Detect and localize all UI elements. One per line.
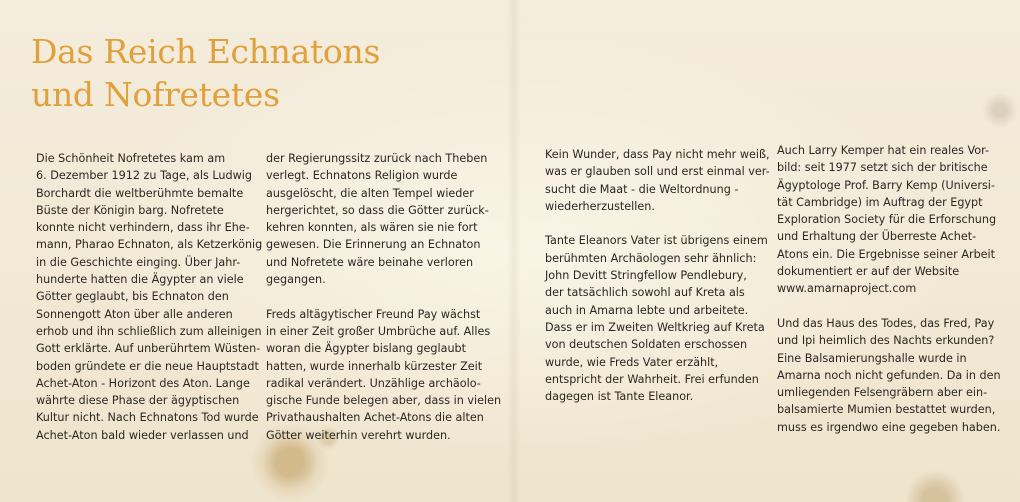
text-line: gegangen.	[266, 273, 326, 287]
text-line: Die Schönheit Nofretetes kam am	[36, 152, 226, 165]
text-column-1	[36, 150, 263, 444]
text-line: Atons ein. Die Ergebnisse seiner Arbeit	[777, 247, 996, 261]
text-line: Achet-Aton - Horizont des Aton. Lange	[36, 376, 250, 390]
text-line: verlegt. Echnatons Religion wurde	[266, 169, 458, 183]
text-line: in die Geschichte einging. Über Jahr-	[36, 255, 241, 269]
text-line: währte diese Phase der ägyptischen	[36, 394, 240, 408]
text-line: dokumentiert er auf der Website	[777, 265, 960, 279]
text-line: hunderte hatten die Ägypter an viele	[36, 273, 244, 287]
text-line: Kein Wunder, dass Pay nicht mehr weiß,	[545, 148, 770, 161]
title-line-1: Das Reich Echnatons	[31, 32, 381, 71]
text-line: John Devitt Stringfellow Pendlebury,	[545, 269, 747, 283]
text-line: gewesen. Die Erinnerung an Echnaton	[266, 238, 481, 252]
text-line: und Ipi heimlich des Nachts erkunden?	[777, 334, 995, 348]
text-line: bild: seit 1977 setzt sich der britische	[777, 161, 988, 175]
text-column-2	[266, 150, 502, 444]
paragraph	[545, 232, 768, 405]
text-line: Götter geglaubt, bis Echnaton den	[36, 290, 229, 304]
text-line: der Regierungssitz zurück nach Theben	[266, 152, 488, 165]
text-line: gische Funde belegen aber, dass in vielen	[266, 394, 502, 408]
text-line: berühmten Archäologen sehr ähnlich:	[545, 251, 757, 265]
text-line: Tante Eleanors Vater ist übrigens einem	[545, 234, 768, 248]
text-line: Dass er im Zweiten Weltkrieg auf Kreta	[545, 320, 765, 334]
text-line: balsamierte Mumien bestattet wurden,	[777, 403, 996, 417]
text-line: hergerichtet, so dass die Götter zurück-	[266, 203, 489, 217]
text-line: Achet-Aton bald wieder verlassen und	[36, 428, 249, 442]
text-line: umliegenden Felsengräbern aber ein-	[777, 386, 988, 400]
text-line: Exploration Society für die Erforschung	[777, 213, 997, 227]
text-line: mann, Pharao Echnaton, als Ketzerkönig	[36, 238, 263, 252]
text-line: wurde, wie Freds Vater erzählt,	[545, 355, 719, 369]
text-line: Kultur nicht. Nach Echnatons Tod wurde	[36, 411, 259, 425]
text-line: dagegen ist Tante Eleanor.	[545, 390, 694, 404]
text-line: Und das Haus des Todes, das Fred, Pay	[777, 316, 995, 330]
text-line: radikal verändert. Unzählige archäolo-	[266, 376, 481, 390]
text-line: und Nofretete wäre beinahe verloren	[266, 255, 474, 269]
text-line: der tatsächlich sowohl auf Kreta als	[545, 286, 745, 300]
text-line: und Erhaltung der Überreste Achet-	[777, 230, 977, 244]
text-line: Amarna noch nicht gefunden. Da in den	[777, 368, 1001, 382]
page-title	[31, 30, 380, 116]
text-line: tät Cambridge) im Auftrag der Egypt	[777, 195, 983, 209]
text-line: Ägyptologe Prof. Barry Kemp (Universi-	[777, 178, 995, 192]
text-line: entspricht der Wahrheit. Frei erfunden	[545, 372, 759, 386]
text-line: Eine Balsamierungshalle wurde in	[777, 351, 967, 365]
text-line: boden gründete er die neue Hauptstadt	[36, 359, 259, 373]
text-line: woran die Ägypter bislang geglaubt	[266, 342, 467, 356]
text-line: in einer Zeit großer Umbrüche auf. Alles	[266, 324, 491, 338]
text-line: kehren konnten, als wären sie nie fort	[266, 221, 478, 235]
text-line: sucht die Maat - die Weltordnung -	[545, 182, 739, 196]
paragraph	[545, 146, 770, 215]
text-line: erhob und ihn schließlich zum alleinigen	[36, 324, 262, 338]
text-line: Götter weiterhin verehrt wurden.	[266, 428, 451, 442]
text-line: hatten, wurde innerhalb kürzester Zeit	[266, 359, 483, 373]
paragraph	[777, 315, 1001, 436]
text-line: Gott erklärte. Auf unberührtem Wüsten-	[36, 342, 261, 356]
text-line: Borchardt die weltberühmte bemalte	[36, 186, 244, 200]
text-line: muss es irgendwo eine gegeben haben.	[777, 420, 1001, 434]
title-line-2: und Nofretetes	[31, 75, 280, 114]
text-line: Freds altägytischer Freund Pay wächst	[266, 307, 481, 321]
paragraph	[777, 142, 997, 298]
text-line: Privathaushalten Achet-Atons die alten	[266, 411, 484, 425]
text-line: Büste der Königin barg. Nofretete	[36, 203, 224, 217]
text-line: Sonnengott Aton über alle anderen	[36, 307, 233, 321]
page-fold	[507, 0, 521, 502]
text-line: Auch Larry Kemper hat ein reales Vor-	[777, 144, 990, 157]
website-link-text: www.amarnaproject.com	[777, 282, 917, 296]
text-line: auch in Amarna lebte und arbeitete.	[545, 303, 749, 317]
text-line: von deutschen Soldaten erschossen	[545, 338, 748, 352]
text-line: ausgelöscht, die alten Tempel wieder	[266, 186, 474, 200]
paragraph	[266, 306, 502, 444]
paragraph	[266, 150, 489, 288]
text-line: 6. Dezember 1912 zu Tage, als Ludwig	[36, 169, 252, 183]
text-column-4	[777, 142, 1001, 436]
text-line: was er glauben soll und erst einmal ver-	[545, 165, 770, 179]
text-line: konnte nicht verhindern, dass ihr Ehe-	[36, 221, 250, 235]
text-line: wiederherzustellen.	[545, 199, 655, 213]
paragraph	[36, 150, 263, 444]
text-column-3	[545, 146, 770, 405]
